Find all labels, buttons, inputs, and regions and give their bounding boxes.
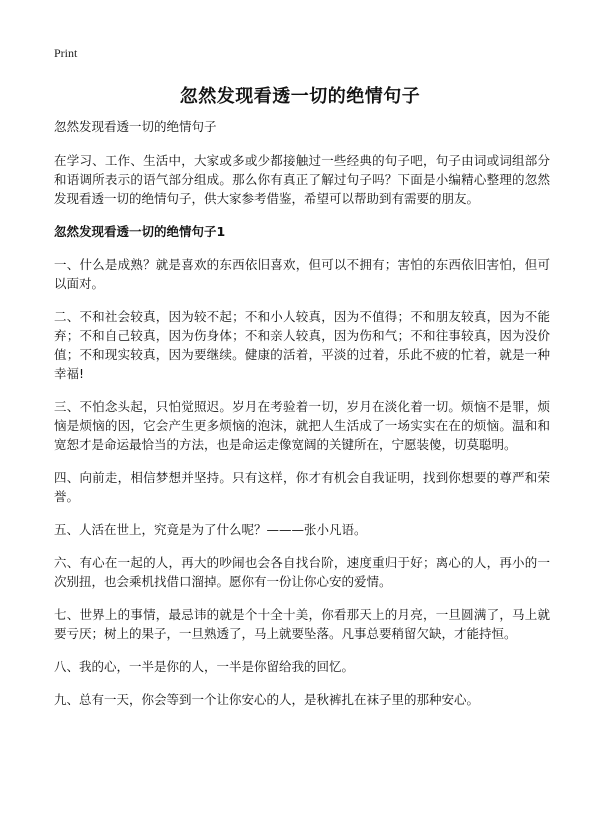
list-item: 八、我的心，一半是你的人，一半是你留给我的回忆。 (54, 659, 355, 674)
section-heading: 忽然发现看透一切的绝情句子1 (54, 224, 226, 239)
list-item: 七、世界上的事情，最忌讳的就是个十全十美，你看那天上的月亮，一旦圆满了，马上就要亏厌；树上的果子，一旦熟透了，马上就要坠落。凡事总要稍留欠缺，才能持恒。 (54, 607, 550, 641)
print-label: Print (54, 46, 78, 60)
list-item: 二、不和社会较真，因为较不起；不和小人较真，因为不值得；不和朋友较真，因为不能弃；不和自己较真，因为伤身体；不和亲人较真，因为伤和气；不和往事较真，因为没价值；不和现实较真，因为要继续。健康的活着，平淡的过着，乐此不疲的忙着，就是一种幸福! (54, 309, 550, 381)
intro-paragraph: 在学习、工作、生活中，大家或多或少都接触过一些经典的句子吧，句子由词或词组部分和语调所表示的语气部分组成。那么你有真正了解过句子吗？下面是小编精心整理的忽然发现看透一切的绝情句子，供大家参考借鉴，希望可以帮助到有需要的朋友。 (54, 153, 550, 206)
list-item: 九、总有一天，你会等到一个让你安心的人，是秋裤扎在袜子里的那种安心。 (54, 692, 480, 707)
list-item: 五、人活在世上，究竟是为了什么呢？———张小凡语。 (54, 522, 367, 537)
document-title: 忽然发现看透一切的绝情句子 (179, 86, 421, 107)
list-item: 一、什么是成熟？就是喜欢的东西依旧喜欢，但可以不拥有；害怕的东西依旧害怕，但可以面对。 (54, 257, 550, 291)
document-body (54, 117, 550, 723)
list-item: 三、不怕念头起，只怕觉照迟。岁月在考验着一切，岁月在淡化着一切。烦恼不是罪，烦恼是烦恼的因，它会产生更多烦恼的泡沫，就把人生活成了一场实实在在的烦恼。温和和宽恕才是命运最恰当的方法，也是命运走像宽阔的关键所在，宁愿装傻，切莫聪明。 (54, 399, 550, 452)
document-subtitle: 忽然发现看透一切的绝情句子 (54, 119, 217, 134)
list-item: 六、有心在一起的人，再大的吵闹也会各自找台阶，速度重归于好；离心的人，再小的一次别扭，也会乘机找借口溜掉。愿你有一份让你心安的爱情。 (54, 555, 550, 589)
list-item: 四、向前走，相信梦想并坚持。只有这样，你才有机会自我证明，找到你想要的尊严和荣誉。 (54, 470, 550, 504)
